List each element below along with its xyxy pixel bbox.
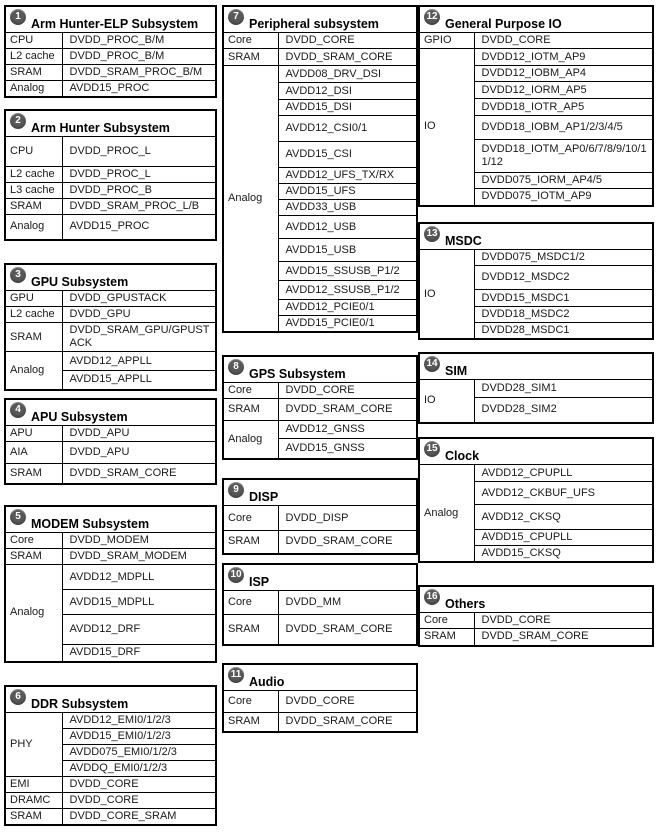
row-label: IO: [419, 380, 474, 423]
power-rail-value: DVDD_PROC_B/M: [62, 33, 216, 49]
table-row: [419, 629, 653, 646]
section-number-badge: 13: [424, 226, 440, 242]
power-rail-value: DVDD_DISP: [278, 506, 417, 531]
table-row: [223, 531, 417, 554]
power-rail-value: DVDD_SRAM_GPU/GPUSTACK: [62, 323, 216, 352]
row-label: Analog: [223, 66, 278, 333]
power-rail-value: DVDD_MM: [278, 591, 417, 615]
power-rail-value: AVDD12_APPLL: [62, 352, 216, 371]
section-header: [419, 438, 653, 465]
section-number-badge: 6: [10, 689, 26, 705]
subsystem-table-2: [4, 109, 217, 241]
power-rail-value: AVDD15_CSI: [278, 142, 417, 168]
row-label: GPIO: [419, 33, 474, 49]
power-rail-value: DVDD_CORE_SRAM: [62, 809, 216, 826]
section-number-badge: 4: [10, 402, 26, 418]
power-rail-value: DVDD_SRAM_CORE: [62, 464, 216, 484]
power-rail-value: AVDD15_SSUSB_P1/2: [278, 262, 417, 281]
section-header: [223, 664, 417, 691]
subsystem-table: [222, 5, 418, 333]
power-rail-value: AVDD15_PCIE0/1: [278, 316, 417, 333]
section-header: [419, 586, 653, 613]
subsystem-table-8: [222, 355, 418, 460]
table-row: [5, 65, 216, 81]
row-label: SRAM: [223, 615, 278, 645]
power-rail-value: DVDD18_IOTR_AP5: [474, 99, 653, 116]
table-row: [419, 465, 653, 482]
section-title: Arm Hunter Subsystem: [31, 120, 170, 135]
subsystem-table-15: [418, 437, 654, 563]
subsystem-table-1: [4, 5, 217, 98]
subsystem-table: [418, 5, 654, 207]
power-rail-value: DVDD_SRAM_CORE: [278, 615, 417, 645]
section-header: [5, 686, 216, 713]
subsystem-table: [4, 263, 217, 391]
power-rail-value: DVDD_SRAM_CORE: [278, 399, 417, 421]
section-number-badge: 7: [228, 9, 244, 25]
section-title: DISP: [249, 489, 279, 504]
section-number-badge: 14: [424, 356, 440, 372]
row-label: CPU: [5, 33, 62, 49]
power-rail-value: AVDD15_CPUPLL: [474, 530, 653, 546]
subsystem-table: [222, 563, 418, 646]
section-number-badge: 1: [10, 9, 26, 25]
section-title: MODEM Subsystem: [31, 516, 150, 531]
power-rail-value: AVDD15_PROC: [62, 215, 216, 240]
row-label: EMI: [5, 777, 62, 793]
power-rail-value: DVDD_SRAM_CORE: [278, 713, 417, 732]
power-rail-value: DVDD075_IORM_AP4/5: [474, 173, 653, 189]
subsystem-table-7: [222, 5, 418, 333]
row-label: SRAM: [419, 629, 474, 646]
table-row: [223, 66, 417, 83]
table-row: [5, 199, 216, 215]
subsystem-table: [418, 222, 654, 340]
section-title: Others: [445, 596, 486, 611]
power-rail-value: DVDD18_IOBM_AP1/2/3/4/5: [474, 116, 653, 140]
section-number-badge: 3: [10, 267, 26, 283]
table-row: [419, 33, 653, 49]
table-row: [5, 137, 216, 167]
power-rail-value: AVDD15_APPLL: [62, 371, 216, 390]
power-rail-value: DVDD_CORE: [278, 33, 417, 49]
row-label: L2 cache: [5, 49, 62, 65]
row-label: SRAM: [5, 199, 62, 215]
table-row: [223, 591, 417, 615]
subsystem-table: [222, 663, 418, 733]
section-number-badge: 16: [424, 589, 440, 605]
table-row: [5, 167, 216, 183]
row-label: SRAM: [5, 65, 62, 81]
subsystem-table: [4, 5, 217, 98]
power-rail-value: AVDD12_CKBUF_UFS: [474, 482, 653, 505]
subsystem-table: [222, 478, 418, 555]
power-rail-value: DVDD075_MSDC1/2: [474, 250, 653, 266]
power-rail-value: AVDD12_PCIE0/1: [278, 300, 417, 316]
power-rail-value: AVDD08_DRV_DSI: [278, 66, 417, 83]
subsystem-table: [4, 109, 217, 241]
power-rail-value: DVDD_CORE: [62, 793, 216, 809]
table-row: [5, 533, 216, 549]
power-rail-value: DVDD28_SIM2: [474, 398, 653, 423]
power-rail-value: AVDD15_GNSS: [278, 439, 417, 459]
subsystem-table-11: [222, 663, 418, 733]
subsystem-table: [418, 437, 654, 563]
power-rail-value: DVDD12_MSDC2: [474, 266, 653, 290]
power-rail-value: AVDD33_USB: [278, 200, 417, 216]
power-rail-value: DVDD18_MSDC2: [474, 307, 653, 323]
row-label: SRAM: [5, 323, 62, 352]
row-label: L2 cache: [5, 167, 62, 183]
section-number-badge: 11: [228, 667, 244, 683]
row-label: CPU: [5, 137, 62, 167]
table-row: [5, 793, 216, 809]
row-label: GPU: [5, 291, 62, 307]
table-row: [223, 383, 417, 399]
table-row: [5, 307, 216, 323]
power-rail-value: AVDD15_CKSQ: [474, 546, 653, 563]
row-label: Analog: [5, 81, 62, 98]
power-rail-value: AVDD15_EMI0/1/2/3: [62, 729, 216, 745]
table-row: [5, 442, 216, 464]
power-rail-value: AVDD15_PROC: [62, 81, 216, 98]
power-rail-value: DVDD_SRAM_MODEM: [62, 549, 216, 565]
section-number-badge: 12: [424, 9, 440, 25]
table-row: [5, 549, 216, 565]
row-label: DRAMC: [5, 793, 62, 809]
subsystem-table-13: [418, 222, 654, 340]
subsystem-table: [4, 505, 217, 663]
row-label: SRAM: [223, 713, 278, 732]
row-label: Analog: [419, 465, 474, 563]
section-number-badge: 15: [424, 441, 440, 457]
table-row: [5, 33, 216, 49]
power-rail-value: DVDD_CORE: [62, 777, 216, 793]
section-header: [419, 223, 653, 250]
power-rail-value: AVDD15_USB: [278, 239, 417, 262]
section-number-badge: 9: [228, 482, 244, 498]
power-rail-value: AVDD15_DSI: [278, 100, 417, 116]
power-rail-value: DVDD_APU: [62, 426, 216, 442]
subsystem-table: [222, 355, 418, 460]
row-label: Core: [5, 533, 62, 549]
row-label: SRAM: [223, 399, 278, 421]
table-row: [5, 809, 216, 826]
row-label: Core: [223, 506, 278, 531]
subsystem-table-10: [222, 563, 418, 646]
table-row: [5, 323, 216, 352]
row-label: IO: [419, 49, 474, 206]
subsystem-table-14: [418, 352, 654, 424]
table-row: [223, 506, 417, 531]
row-label: Analog: [5, 215, 62, 240]
table-row: [223, 399, 417, 421]
table-row: [5, 49, 216, 65]
section-title: General Purpose IO: [445, 16, 562, 31]
row-label: Core: [223, 691, 278, 713]
table-row: [223, 691, 417, 713]
power-rail-value: DVDD12_IORM_AP5: [474, 82, 653, 99]
subsystem-table: [418, 352, 654, 424]
power-rail-value: AVDD12_CKSQ: [474, 505, 653, 530]
row-label: SRAM: [223, 49, 278, 66]
subsystem-table-16: [418, 585, 654, 647]
row-label: Core: [223, 383, 278, 399]
power-rail-value: AVDD12_MDPLL: [62, 565, 216, 590]
section-header: [223, 564, 417, 591]
section-number-badge: 8: [228, 359, 244, 375]
section-title: GPU Subsystem: [31, 274, 129, 289]
power-rail-value: DVDD_GPU: [62, 307, 216, 323]
power-rail-value: DVDD18_IOTM_AP0/6/7/8/9/10/11/12: [474, 140, 653, 173]
subsystem-table: [4, 685, 217, 826]
table-row: [5, 81, 216, 98]
row-label: Analog: [5, 352, 62, 390]
subsystem-table-5: [4, 505, 217, 663]
section-header: [223, 479, 417, 506]
power-rail-value: AVDD12_UFS_TX/RX: [278, 168, 417, 184]
row-label: SRAM: [5, 464, 62, 484]
section-header: [5, 264, 216, 291]
power-rail-value: AVDD15_MDPLL: [62, 590, 216, 615]
power-rail-value: DVDD_PROC_L: [62, 137, 216, 167]
section-header: [223, 6, 417, 33]
power-rail-value: DVDD15_MSDC1: [474, 290, 653, 307]
table-row: [5, 291, 216, 307]
table-row: [419, 250, 653, 266]
table-row: [5, 215, 216, 240]
row-label: Core: [223, 33, 278, 49]
subsystem-table-12: [418, 5, 654, 207]
power-rail-value: DVDD_SRAM_PROC_L/B: [62, 199, 216, 215]
table-row: [5, 565, 216, 590]
row-label: IO: [419, 250, 474, 340]
power-rail-value: DVDD_SRAM_CORE: [474, 629, 653, 646]
row-label: PHY: [5, 713, 62, 777]
subsystem-table-3: [4, 263, 217, 391]
power-rail-value: DVDD_PROC_B/M: [62, 49, 216, 65]
power-rail-value: AVDD12_DRF: [62, 615, 216, 645]
row-label: Core: [223, 591, 278, 615]
power-rail-value: DVDD_SRAM_PROC_B/M: [62, 65, 216, 81]
power-rail-value: AVDDQ_EMI0/1/2/3: [62, 761, 216, 777]
power-rail-value: DVDD_GPUSTACK: [62, 291, 216, 307]
table-row: [419, 49, 653, 66]
row-label: SRAM: [223, 531, 278, 554]
section-title: ISP: [249, 574, 270, 589]
section-title: GPS Subsystem: [249, 366, 346, 381]
row-label: Core: [419, 613, 474, 629]
section-number-badge: 2: [10, 113, 26, 129]
section-title: APU Subsystem: [31, 409, 128, 424]
row-label: SRAM: [5, 809, 62, 826]
row-label: Analog: [5, 565, 62, 662]
row-label: L2 cache: [5, 307, 62, 323]
row-label: SRAM: [5, 549, 62, 565]
power-rail-value: DVDD_APU: [62, 442, 216, 464]
section-title: Clock: [445, 448, 480, 463]
power-rail-value: AVDD12_CSI0/1: [278, 116, 417, 142]
power-rail-value: DVDD_CORE: [474, 613, 653, 629]
power-rail-value: AVDD12_DSI: [278, 83, 417, 100]
section-title: Arm Hunter-ELP Subsystem: [31, 16, 199, 31]
section-header: [419, 6, 653, 33]
table-row: [223, 615, 417, 645]
power-rail-value: DVDD_PROC_L: [62, 167, 216, 183]
subsystem-table: [418, 585, 654, 647]
power-rail-value: DVDD075_IOTM_AP9: [474, 189, 653, 206]
power-rail-value: DVDD_CORE: [278, 383, 417, 399]
table-row: [5, 426, 216, 442]
power-rail-value: AVDD12_USB: [278, 216, 417, 239]
power-rail-value: DVDD_PROC_B: [62, 183, 216, 199]
power-rail-value: DVDD28_MSDC1: [474, 323, 653, 340]
table-row: [5, 464, 216, 484]
power-rail-value: AVDD12_SSUSB_P1/2: [278, 281, 417, 300]
section-number-badge: 10: [228, 567, 244, 583]
table-row: [419, 613, 653, 629]
section-header: [5, 506, 216, 533]
row-label: APU: [5, 426, 62, 442]
row-label: L3 cache: [5, 183, 62, 199]
section-title: Audio: [249, 674, 285, 689]
power-rail-value: DVDD12_IOBM_AP4: [474, 66, 653, 82]
subsystem-table-6: [4, 685, 217, 826]
section-title: DDR Subsystem: [31, 696, 129, 711]
section-title: MSDC: [445, 233, 482, 248]
table-row: [5, 713, 216, 729]
subsystem-table-9: [222, 478, 418, 555]
subsystem-table: [4, 398, 217, 485]
table-row: [223, 713, 417, 732]
power-rail-value: DVDD_CORE: [278, 691, 417, 713]
section-title: Peripheral subsystem: [249, 16, 379, 31]
power-rail-value: DVDD_SRAM_CORE: [278, 49, 417, 66]
power-rail-value: AVDD15_UFS: [278, 184, 417, 200]
table-row: [223, 33, 417, 49]
power-rail-value: DVDD_CORE: [474, 33, 653, 49]
table-row: [419, 380, 653, 398]
section-header: [419, 353, 653, 380]
section-header: [223, 356, 417, 383]
power-rail-value: AVDD12_GNSS: [278, 421, 417, 439]
section-number-badge: 5: [10, 509, 26, 525]
power-rail-value: AVDD12_CPUPLL: [474, 465, 653, 482]
power-rail-value: AVDD12_EMI0/1/2/3: [62, 713, 216, 729]
section-header: [5, 110, 216, 137]
power-rail-value: DVDD_SRAM_CORE: [278, 531, 417, 554]
table-row: [5, 352, 216, 371]
table-row: [223, 49, 417, 66]
power-rail-value: DVDD28_SIM1: [474, 380, 653, 398]
power-rail-value: AVDD075_EMI0/1/2/3: [62, 745, 216, 761]
power-rail-value: DVDD12_IOTM_AP9: [474, 49, 653, 66]
row-label: AIA: [5, 442, 62, 464]
table-row: [5, 777, 216, 793]
power-rail-value: DVDD_MODEM: [62, 533, 216, 549]
row-label: Analog: [223, 421, 278, 459]
power-rail-value: AVDD15_DRF: [62, 645, 216, 662]
table-row: [223, 421, 417, 439]
subsystem-table-4: [4, 398, 217, 485]
section-header: [5, 6, 216, 33]
table-row: [5, 183, 216, 199]
section-title: SIM: [445, 363, 468, 378]
section-header: [5, 399, 216, 426]
